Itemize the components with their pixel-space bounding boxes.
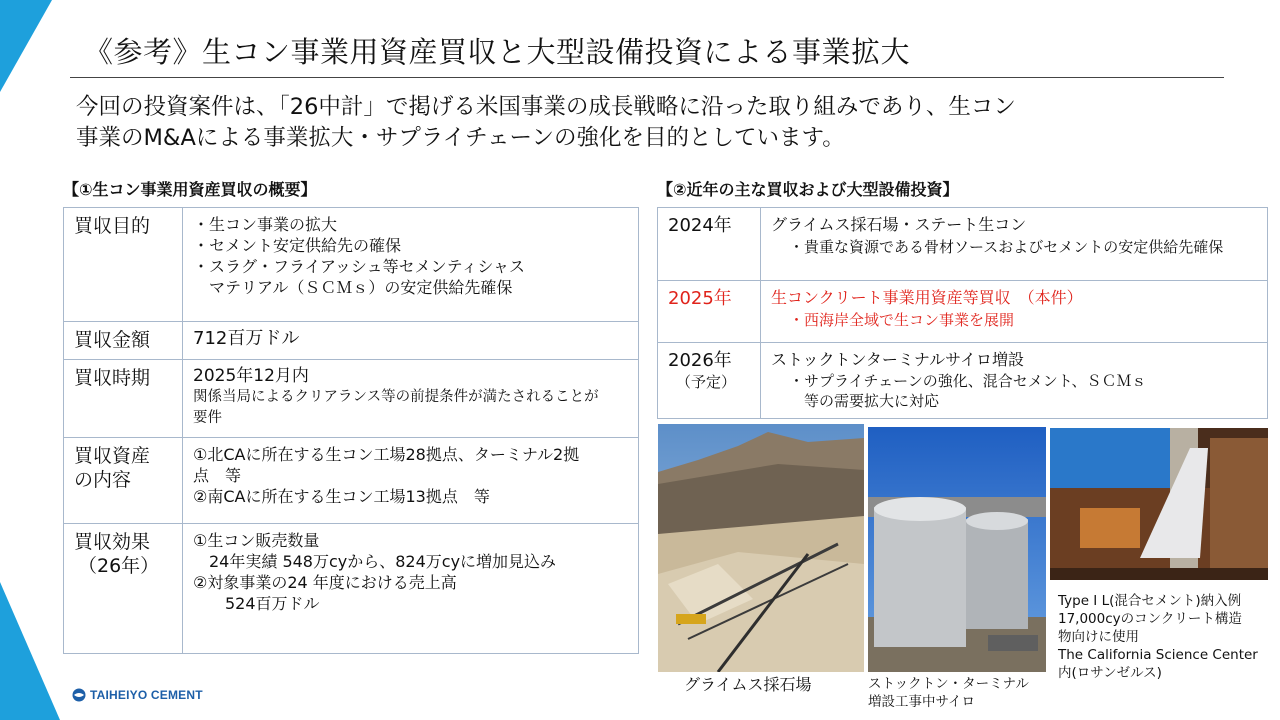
- table-row: [64, 208, 639, 322]
- table-row: [658, 208, 1268, 281]
- caption-line: ストックトン・ターミナル: [868, 676, 1029, 692]
- table-row: [64, 524, 639, 654]
- investments-heading: 【②近年の主な買収および大型設備投資】: [657, 180, 959, 199]
- company-logo: [72, 688, 203, 702]
- row-key-label-2: （26年）: [78, 555, 160, 577]
- value-line: 要件: [193, 410, 222, 426]
- detail-cell: [761, 208, 1268, 281]
- row-value: [183, 208, 639, 322]
- value-line: ②対象事業の24 年度における売上高: [193, 573, 457, 592]
- detail-cell: [761, 343, 1268, 419]
- item-detail: 等の需要拡大に対応: [789, 392, 940, 410]
- item-title: ストックトンターミナルサイロ増設: [771, 350, 1024, 369]
- lead-line-2: 事業のM&Aによる事業拡大・サプライチェーンの強化を目的としています。: [76, 125, 845, 151]
- page-title: 《参考》生コン事業用資産買収と大型設備投資による事業拡大: [84, 35, 911, 69]
- row-key: [64, 524, 183, 654]
- value-line: ・生コン事業の拡大: [193, 215, 338, 234]
- value-line: ①生コン販売数量: [193, 531, 320, 550]
- year-label: 2024年: [668, 215, 732, 236]
- quarry-caption: グライムス採石場: [684, 675, 812, 694]
- row-key-label-2: の内容: [74, 469, 132, 491]
- table-row: [64, 322, 639, 360]
- year-cell: [658, 343, 761, 419]
- lead-line-1: 今回の投資案件は、「26中計」で掲げる米国事業の成長戦略に沿った取り組みであり、生コン: [76, 94, 1016, 120]
- value-line: 点 等: [193, 466, 242, 485]
- year-note: （予定）: [676, 373, 737, 391]
- item-title: 生コンクリート事業用資産等買収 （本件）: [771, 288, 1083, 307]
- row-key: [64, 438, 183, 524]
- acquisition-overview-table: [63, 207, 639, 654]
- value-line: ・セメント安定供給先の確保: [193, 236, 402, 255]
- value-line: ・スラグ・フライアッシュ等セメンティシャス: [193, 257, 526, 276]
- year-label: 2025年: [668, 288, 732, 309]
- row-value: [183, 524, 639, 654]
- table-row: [658, 281, 1268, 343]
- caption-line: 内(ロサンゼルス): [1058, 665, 1162, 681]
- quarry-photo: [658, 424, 864, 672]
- table-row: [64, 360, 639, 438]
- value-line: ②南CAに所在する生コン工場13拠点 等: [193, 487, 490, 506]
- value-line: 関係当局によるクリアランス等の前提条件が満たされることが: [193, 389, 599, 405]
- caption-line: 17,000cyのコンクリート構造: [1058, 611, 1242, 627]
- row-value: [183, 360, 639, 438]
- row-key-label: 買収資産: [74, 445, 151, 467]
- science-center-photo: [1050, 428, 1268, 580]
- row-key-label: 買収金額: [74, 329, 151, 351]
- caption-line: The California Science Center: [1058, 647, 1258, 663]
- year-cell: [658, 208, 761, 281]
- corner-accent-shape: [0, 0, 60, 720]
- title-divider: [70, 77, 1224, 78]
- row-value: [183, 438, 639, 524]
- logo-text: TAIHEIYO CEMENT: [90, 688, 203, 702]
- caption-line: 物向けに使用: [1058, 629, 1139, 645]
- row-key: [64, 322, 183, 360]
- table-row: [658, 343, 1268, 419]
- item-detail: ・西海岸全域で生コン事業を展開: [789, 311, 1015, 329]
- value-line: 712百万ドル: [193, 328, 300, 349]
- caption-line: 増設工事中サイロ: [868, 694, 976, 710]
- item-title: グライムス採石場・ステート生コン: [771, 215, 1027, 234]
- year-label: 2026年: [668, 350, 732, 371]
- value-line: 524百万ドル: [193, 594, 320, 613]
- table-row: [64, 438, 639, 524]
- row-key: [64, 360, 183, 438]
- caption-line: Type I L(混合セメント)納入例: [1058, 593, 1242, 609]
- silo-photo: [868, 427, 1046, 672]
- item-detail: ・貴重な資源である骨材ソースおよびセメントの安定供給先確保: [789, 238, 1224, 256]
- value-line: マテリアル（ＳＣＭｓ）の安定供給先確保: [193, 278, 513, 297]
- item-detail: ・サプライチェーンの強化、混合セメント、ＳＣＭｓ: [789, 372, 1147, 390]
- year-cell: [658, 281, 761, 343]
- row-key-label: 買収効果: [74, 531, 151, 553]
- logo-mark-icon: [72, 688, 86, 702]
- value-line: ①北CAに所在する生コン工場28拠点、ターミナル2拠: [193, 445, 580, 464]
- lead-paragraph: [76, 92, 1016, 154]
- value-line: 24年実績 548万cyから、824万cyに増加見込み: [193, 552, 557, 571]
- value-line: 2025年12月内: [193, 366, 309, 386]
- row-key: [64, 208, 183, 322]
- detail-cell: [761, 281, 1268, 343]
- silo-caption: [868, 675, 1029, 711]
- row-key-label: 買収時期: [74, 367, 151, 389]
- overview-heading: 【①生コン事業用資産買収の概要】: [63, 180, 317, 199]
- investments-table: [657, 207, 1268, 419]
- row-value: [183, 322, 639, 360]
- row-key-label: 買収目的: [74, 215, 151, 237]
- science-center-caption: [1058, 592, 1258, 682]
